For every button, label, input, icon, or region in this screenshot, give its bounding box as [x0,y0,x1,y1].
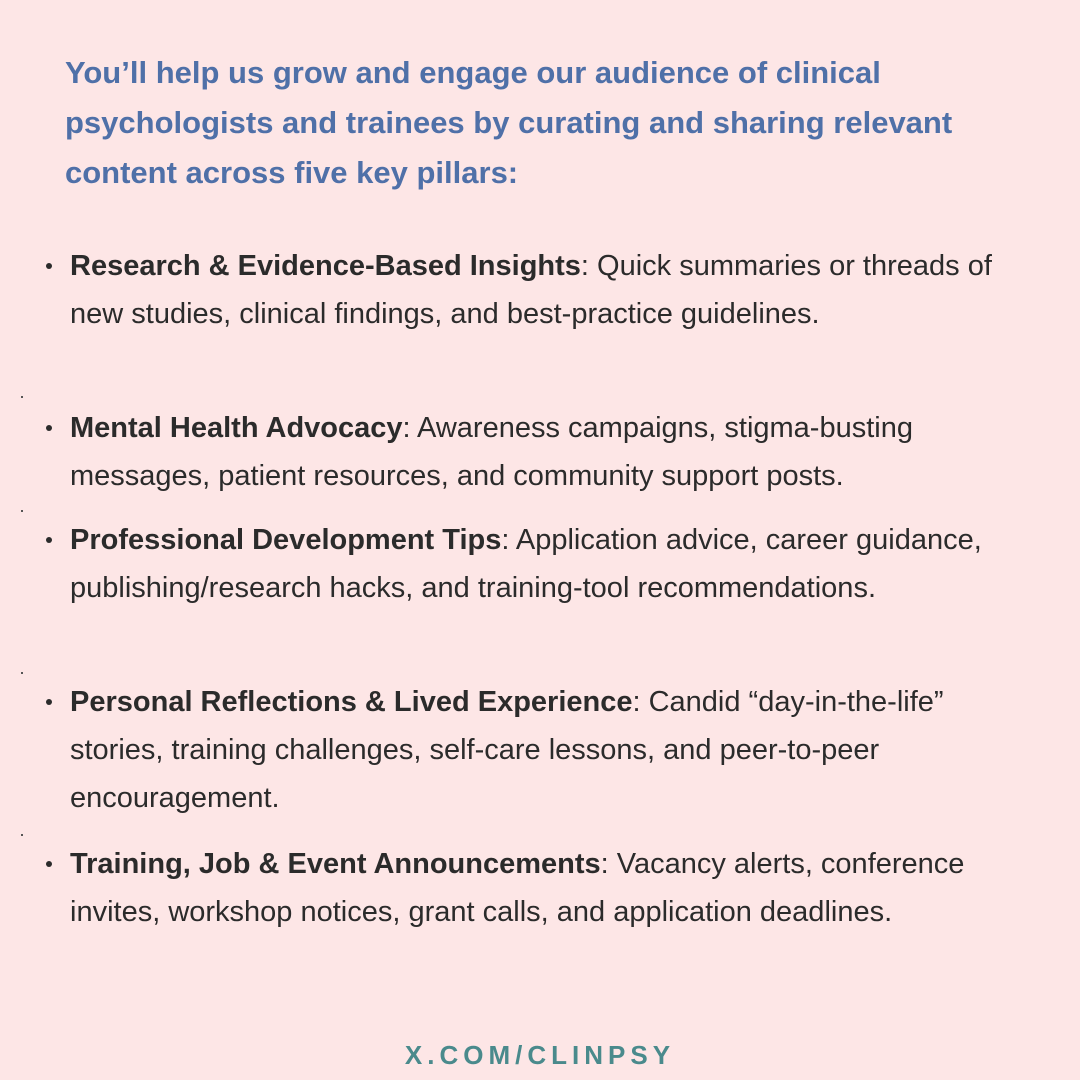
bullet-icon [46,537,52,543]
separator-dot [21,834,23,836]
pillar-professional-development [70,516,1045,612]
pillar-advocacy [70,404,1045,500]
pillar-description: : Awareness campaigns, stigma-busting messages, patient resources, and community support posts. [70,412,913,492]
pillar-description: : Quick summaries or threads of new studies, clinical findings, and best-practice guidelines. [70,250,992,330]
pillar-title: Training, Job & Event Announcements [70,848,601,880]
separator-dot [21,396,23,398]
footer-handle: X.COM/CLINPSY [404,1040,676,1070]
intro-heading: You’ll help us grow and engage our audience of clinical psychologists and trainees by curating and sharing relevant content across five key pillars: [65,55,953,190]
pillar-title: Mental Health Advocacy [70,412,403,444]
pillar-personal-reflections [70,678,1045,822]
pillar-description: : Application advice, career guidance, publishing/research hacks, and training-tool recommendations. [70,524,982,604]
separator-dot [21,510,23,512]
bullet-icon [46,861,52,867]
bullet-icon [46,699,52,705]
pillar-announcements [70,840,1045,936]
separator-dot [21,672,23,674]
pillar-title: Professional Development Tips [70,524,502,556]
bullet-icon [46,425,52,431]
pillar-description: : Candid “day-in-the-life” stories, training challenges, self-care lessons, and peer-to-peer encouragement. [70,686,944,814]
pillar-description: : Vacancy alerts, conference invites, workshop notices, grant calls, and application deadlines. [70,848,965,928]
pillar-title: Personal Reflections & Lived Experience [70,686,633,718]
pillar-title: Research & Evidence-Based Insights [70,250,581,282]
pillar-research [70,242,1045,338]
bullet-icon [46,263,52,269]
